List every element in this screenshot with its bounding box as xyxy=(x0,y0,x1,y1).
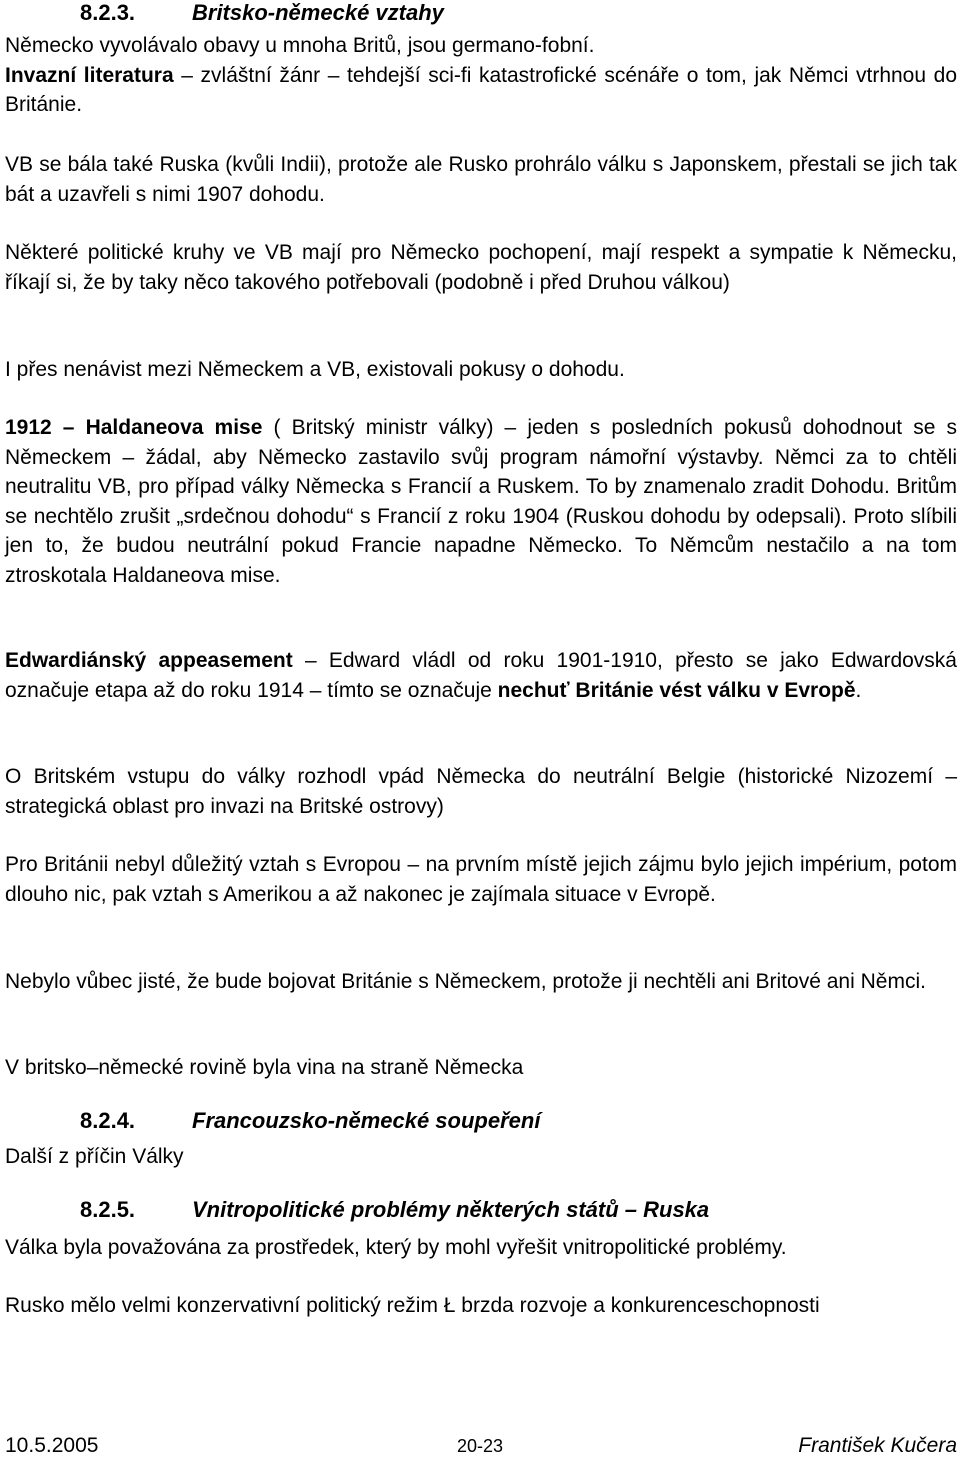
paragraph-not-certain xyxy=(5,967,957,997)
paragraph-belgium xyxy=(5,762,957,821)
paragraph-political-circles xyxy=(5,238,957,297)
bold-phrase: nechuť Británie vést válku v Evropě xyxy=(497,678,856,702)
paragraph-text: I přes nenávist mezi Německem a VB, existovali pokusy o dohodu. xyxy=(5,358,625,381)
section-title: Britsko-německé vztahy xyxy=(192,0,444,25)
paragraph-text: O Britském vstupu do války rozhodl vpád Německa do neutrální Belgie (historické Nizozemí – strategická oblast pro invazi na Britské ostrovy) xyxy=(5,765,957,818)
paragraph-text: Rusko mělo velmi konzervativní politický režim Ł brzda rozvoje a konkurenceschopnosti xyxy=(5,1294,820,1317)
paragraph-text: VB se bála také Ruska (kvůli Indii), protože ale Rusko prohrálo válku s Japonskem, přestali se jich tak bát a uzavřeli s nimi 1907 dohodu. xyxy=(5,153,957,206)
paragraph-text: Další z příčin Války xyxy=(5,1145,184,1168)
paragraph-invasion-literature xyxy=(5,31,957,120)
bold-term: Invazní literatura xyxy=(5,63,174,87)
paragraph-other-causes xyxy=(5,1142,957,1172)
section-heading-8-2-4 xyxy=(5,1108,957,1134)
paragraph-empire xyxy=(5,850,957,909)
paragraph-guilt xyxy=(5,1053,957,1083)
section-heading-8-2-3 xyxy=(5,0,957,26)
section-title: Vnitropolitické problémy některých států – Ruska xyxy=(192,1197,710,1222)
section-heading-8-2-5 xyxy=(5,1197,957,1223)
footer-author: František Kučera xyxy=(798,1434,957,1457)
paragraph-hatred xyxy=(5,355,957,385)
paragraph-line: Německo vyvolávalo obavy u mnoha Britů, jsou germano-fobní. xyxy=(5,34,595,57)
paragraph-text: Válka byla považována za prostředek, který by mohl vyřešit vnitropolitické problémy. xyxy=(5,1236,787,1259)
paragraph-war-as-means xyxy=(5,1233,957,1263)
paragraph-text: Některé politické kruhy ve VB mají pro Německo pochopení, mají respekt a sympatie k Německu, říkají si, že by taky něco takového potřebovali (podobně i před Druhou válkou) xyxy=(5,241,957,294)
paragraph-russia xyxy=(5,150,957,209)
paragraph-text: Pro Británii nebyl důležitý vztah s Evropou – na prvním místě jejich zájmu bylo jejich impérium, potom dlouho nic, pak vztah s Amerikou a až nakonec je zajímala situace v Evropě. xyxy=(5,853,957,906)
paragraph-mid: – Edward vládl od roku 1901-1910, přesto se jako Edwardovská označuje etapa až do roku 1914 – tímto se označuje xyxy=(5,649,957,702)
paragraph-text xyxy=(5,61,957,120)
footer-date: 10.5.2005 xyxy=(5,1434,99,1457)
section-number: 8.2.5. xyxy=(80,1197,136,1222)
paragraph-text xyxy=(5,413,957,590)
page-footer xyxy=(5,1434,957,1460)
paragraph-text xyxy=(5,646,957,705)
bold-term: Edwardiánský appeasement xyxy=(5,649,293,672)
paragraph-end: . xyxy=(855,678,862,702)
paragraph-haldane-mission xyxy=(5,413,957,590)
footer-page-number: 20-23 xyxy=(457,1436,504,1456)
section-number: 8.2.3. xyxy=(80,0,136,25)
paragraph-text: V britsko–německé rovině byla vina na straně Německa xyxy=(5,1056,524,1079)
paragraph-rest: ( Britský ministr války) – jeden s posledních pokusů dohodnout se s Německem – žádal, aby Německo zastavilo svůj program námořní výstavby. Němci za to chtěli neutralitu VB, pro případ války Německa s Francií a Ruskem. To by znamenalo zradit Dohodu. Britům se nechtělo zrušit „srdečnou dohodu“ s Francií z roku 1904 (Ruskou dohodu by odepsali). Proto slíbili jen to, že budou neutrální pokud Francie napadne Německo. To Němcům nestačilo a na tom ztroskotala Haldaneova mise. xyxy=(5,416,957,587)
section-title: Francouzsko-německé soupeření xyxy=(192,1108,541,1133)
paragraph-edwardian-appeasement xyxy=(5,646,957,705)
section-number: 8.2.4. xyxy=(80,1108,136,1133)
paragraph-text: Nebylo vůbec jisté, že bude bojovat Británie s Německem, protože ji nechtěli ani Britové ani Němci. xyxy=(5,970,926,993)
paragraph-rest: – zvláštní žánr – tehdejší sci-fi katastrofické scénáře o tom, jak Němci vtrhnou do Británie. xyxy=(5,63,958,116)
paragraph-russia-regime xyxy=(5,1291,957,1321)
bold-term: 1912 – Haldaneova mise xyxy=(5,416,263,439)
